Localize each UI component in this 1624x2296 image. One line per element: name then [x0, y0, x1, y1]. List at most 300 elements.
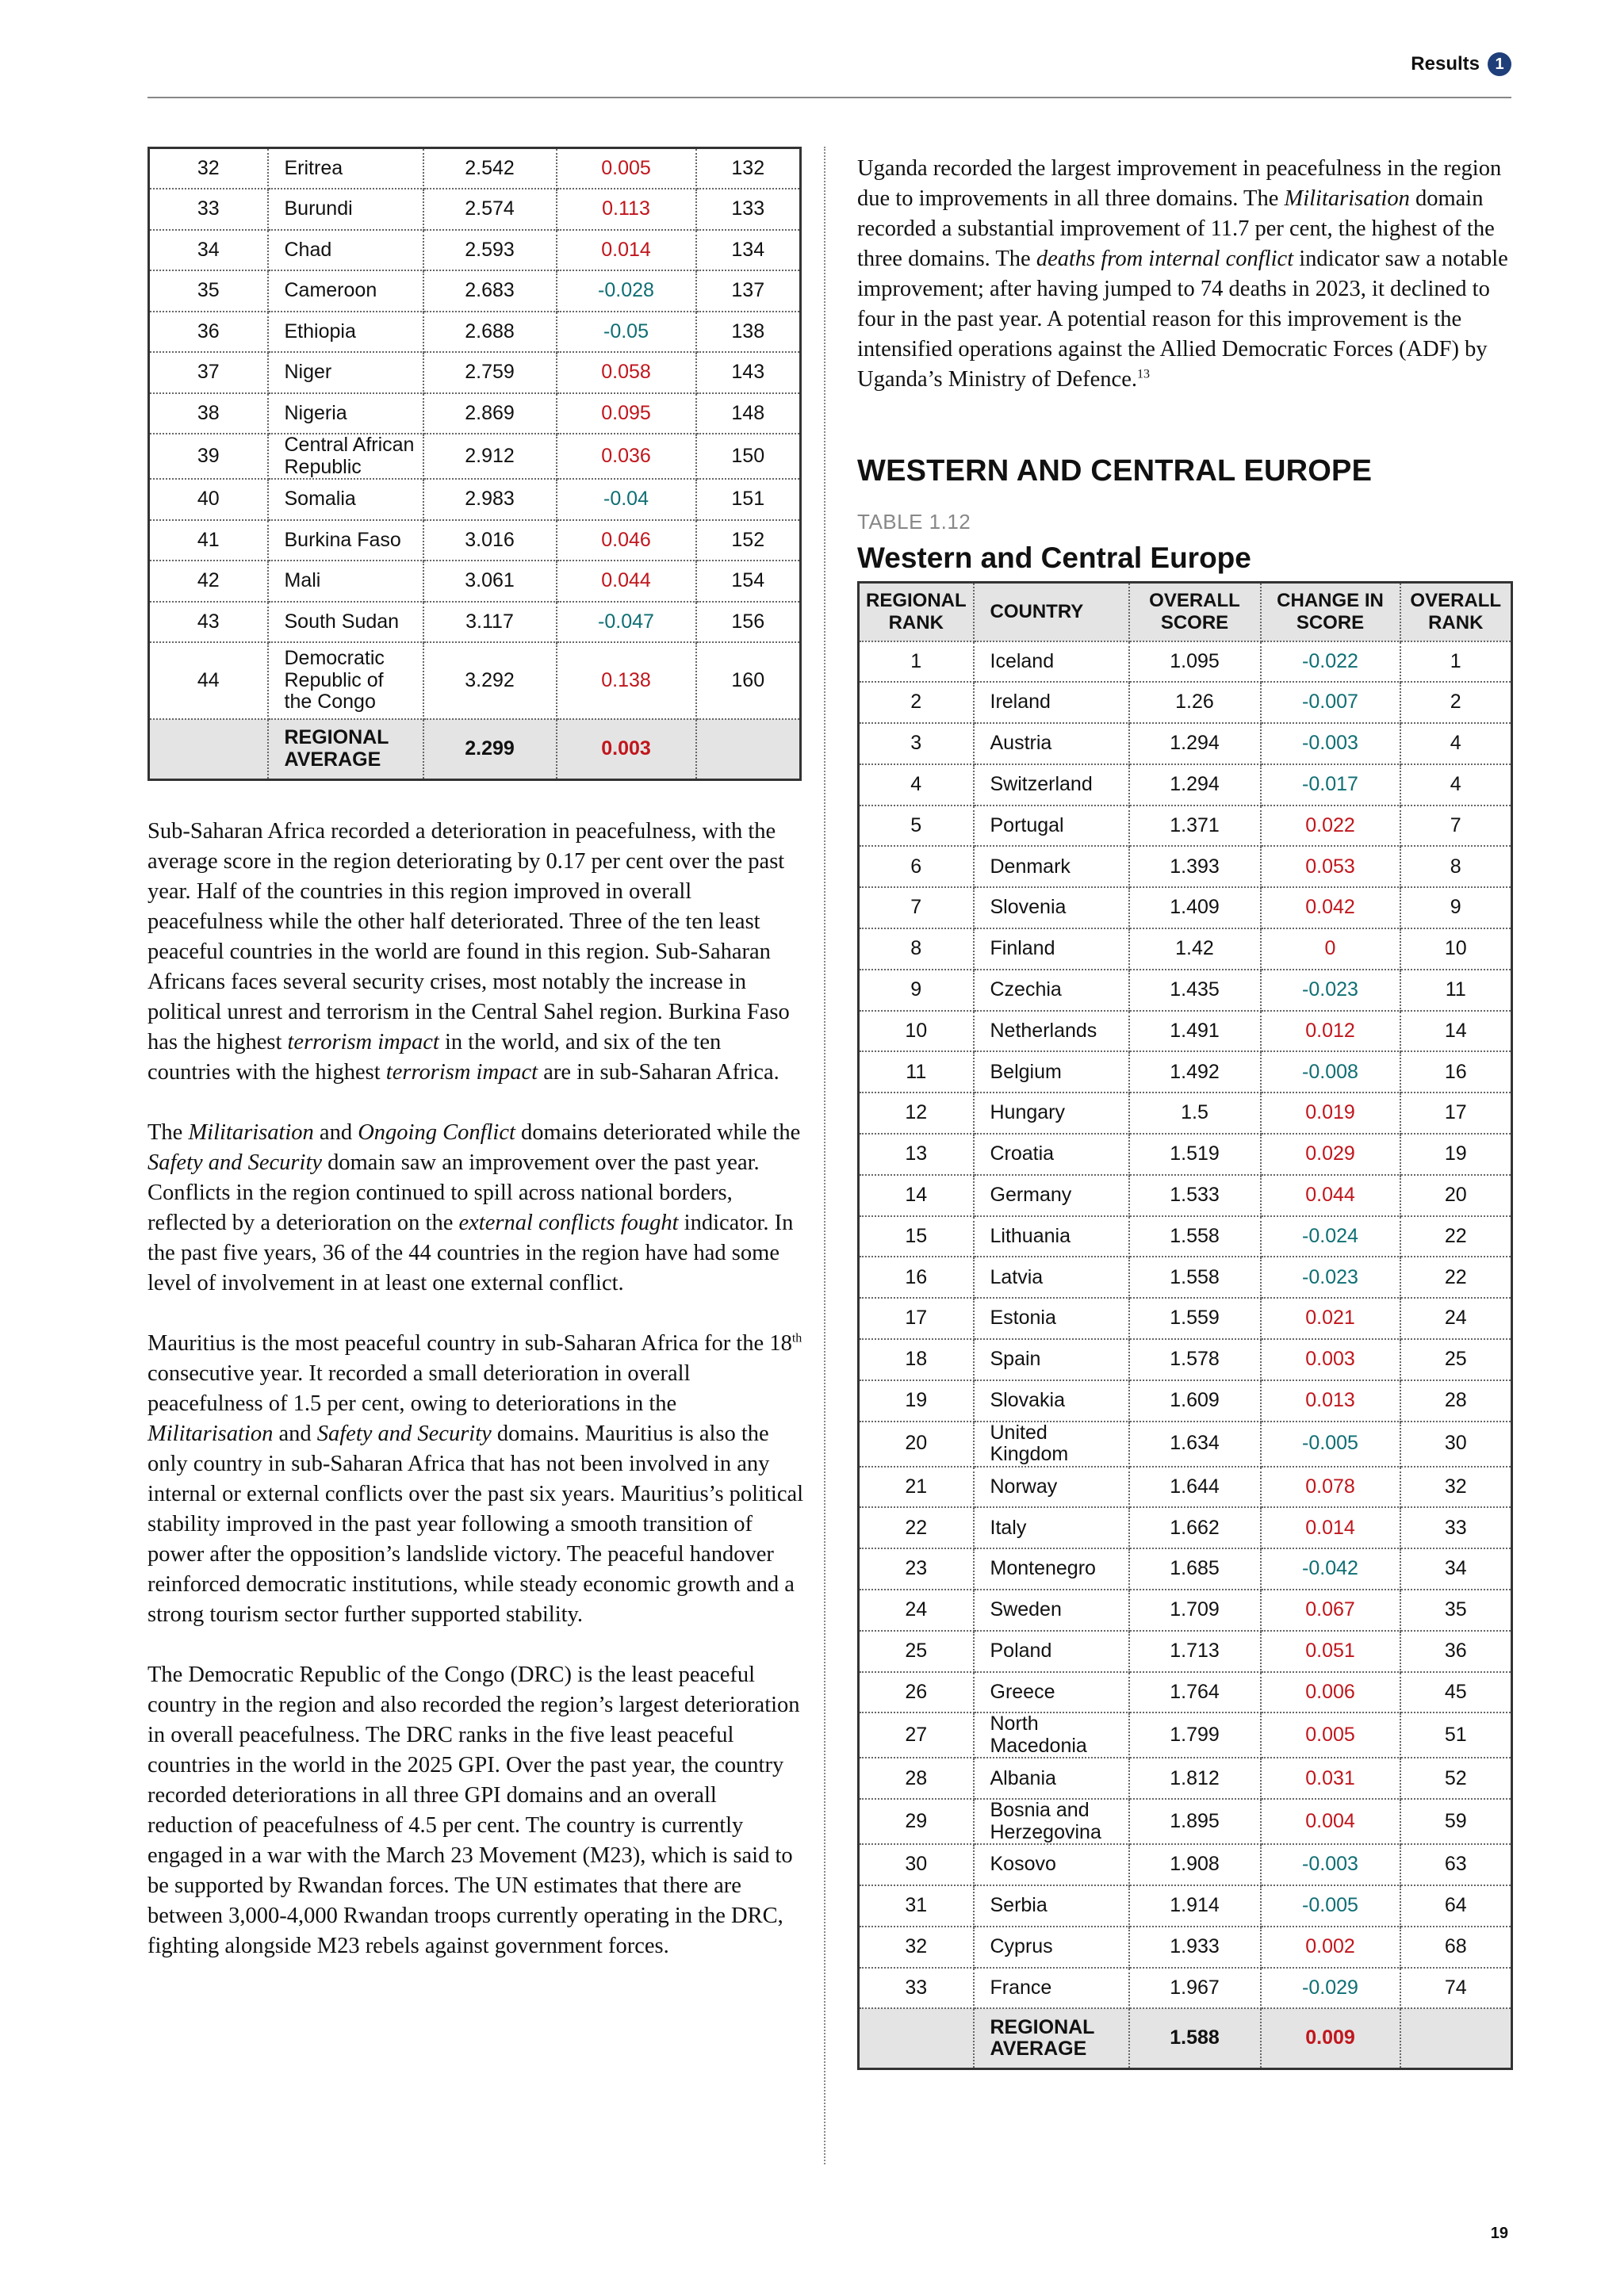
cell-overall-score: 1.609	[1129, 1380, 1261, 1422]
table-row	[859, 1339, 1512, 1380]
table-row	[149, 393, 801, 434]
header-country: COUNTRY	[974, 583, 1129, 641]
cell-country: Norway	[974, 1467, 1129, 1508]
cell-overall-rank: 143	[696, 352, 801, 393]
cell-average-change: 0.009	[1261, 2008, 1400, 2068]
cell-overall-rank: 35	[1400, 1590, 1512, 1631]
cell-overall-score: 1.409	[1129, 887, 1261, 928]
cell-regional-rank: 1	[859, 641, 974, 683]
cell-regional-rank: 11	[859, 1051, 974, 1093]
cell-regional-rank: 38	[149, 393, 268, 434]
cell-country: Germany	[974, 1175, 1129, 1216]
cell-country: Burundi	[268, 189, 423, 230]
cell-overall-score: 3.292	[423, 642, 557, 719]
cell-country: Slovakia	[974, 1380, 1129, 1422]
table-row	[149, 434, 801, 479]
cell-average-score: 1.588	[1129, 2008, 1261, 2068]
cell-overall-rank: 45	[1400, 1672, 1512, 1713]
cell-regional-rank: 17	[859, 1298, 974, 1339]
table-row	[859, 1927, 1512, 1968]
section-label: Results	[1411, 53, 1480, 75]
table-title: Western and Central Europe	[857, 541, 1251, 574]
cell-overall-score: 2.759	[423, 352, 557, 393]
paragraph: The Militarisation and Ongoing Conflict domains deteriorated while the Safety and Security domain saw an improvement over the past year. Conflicts in the region continued to spill across national borders, reflected by a deterioration on the external conflicts fought indicator. In the past five years, 36 of the 44 countries in the region have had some level of involvement in at least one external conflict.	[147, 1120, 801, 1295]
table-row	[859, 1422, 1512, 1467]
cell-regional-rank: 4	[859, 764, 974, 806]
cell-overall-score: 2.983	[423, 479, 557, 520]
cell-overall-score: 2.688	[423, 312, 557, 353]
cell-overall-rank: 64	[1400, 1885, 1512, 1927]
cell-change-in-score: 0.019	[1261, 1093, 1400, 1134]
section-indicator	[1411, 52, 1511, 76]
cell-overall-rank: 150	[696, 434, 801, 479]
cell-overall-score: 1.294	[1129, 764, 1261, 806]
table-row	[149, 230, 801, 271]
cell-overall-score: 1.895	[1129, 1799, 1261, 1844]
cell-change-in-score: -0.017	[1261, 764, 1400, 806]
table-row	[859, 723, 1512, 764]
cell-overall-score: 1.533	[1129, 1175, 1261, 1216]
cell-overall-score: 1.5	[1129, 1093, 1261, 1134]
cell-overall-score: 2.542	[423, 148, 557, 189]
cell-regional-rank: 33	[149, 189, 268, 230]
table-row	[149, 148, 801, 189]
table-row	[859, 1467, 1512, 1508]
cell-overall-rank: 24	[1400, 1298, 1512, 1339]
cell-overall-rank: 17	[1400, 1093, 1512, 1134]
cell-country: Austria	[974, 723, 1129, 764]
cell-regional-rank: 13	[859, 1134, 974, 1175]
cell-overall-score: 1.933	[1129, 1927, 1261, 1968]
cell-country: Netherlands	[974, 1011, 1129, 1052]
cell-change-in-score: -0.022	[1261, 641, 1400, 683]
cell-regional-rank: 2	[859, 682, 974, 723]
cell-overall-rank: 59	[1400, 1799, 1512, 1844]
cell-overall-score: 1.764	[1129, 1672, 1261, 1713]
cell-overall-score: 3.117	[423, 602, 557, 643]
cell-country: Serbia	[974, 1885, 1129, 1927]
cell-regional-rank: 18	[859, 1339, 974, 1380]
cell-change-in-score: 0.004	[1261, 1799, 1400, 1844]
cell-overall-rank: 7	[1400, 806, 1512, 847]
cell-regional-rank: 7	[859, 887, 974, 928]
cell-regional-rank: 37	[149, 352, 268, 393]
table-row	[859, 1380, 1512, 1422]
table-row	[859, 1507, 1512, 1548]
cell-country: Montenegro	[974, 1548, 1129, 1590]
cell-change-in-score: 0.014	[557, 230, 696, 271]
table-row	[149, 189, 801, 230]
cell-overall-score: 1.709	[1129, 1590, 1261, 1631]
cell-empty	[1400, 2008, 1512, 2068]
table-row	[859, 1968, 1512, 2009]
cell-overall-rank: 4	[1400, 723, 1512, 764]
table-row	[149, 561, 801, 602]
cell-change-in-score: -0.023	[1261, 970, 1400, 1011]
header-change-in-score: CHANGE IN SCORE	[1261, 583, 1400, 641]
cell-change-in-score: 0.005	[1261, 1712, 1400, 1758]
table-row	[859, 1844, 1512, 1885]
cell-average-label: REGIONAL AVERAGE	[268, 719, 423, 779]
table-row	[149, 479, 801, 520]
table-label: TABLE 1.12	[857, 510, 971, 534]
cell-overall-rank: 25	[1400, 1339, 1512, 1380]
cell-country: Burkina Faso	[268, 520, 423, 561]
header-overall-rank: OVERALL RANK	[1400, 583, 1512, 641]
western-central-europe-table	[857, 581, 1513, 2070]
table-row	[859, 1134, 1512, 1175]
cell-overall-rank: 16	[1400, 1051, 1512, 1093]
cell-change-in-score: 0.044	[557, 561, 696, 602]
cell-country: Latvia	[974, 1257, 1129, 1298]
cell-overall-score: 1.685	[1129, 1548, 1261, 1590]
cell-country: Hungary	[974, 1093, 1129, 1134]
cell-overall-rank: 10	[1400, 928, 1512, 970]
cell-country: United Kingdom	[974, 1422, 1129, 1467]
cell-overall-rank: 74	[1400, 1968, 1512, 2009]
cell-overall-rank: 22	[1400, 1257, 1512, 1298]
cell-overall-rank: 14	[1400, 1011, 1512, 1052]
cell-regional-rank: 40	[149, 479, 268, 520]
cell-overall-rank: 160	[696, 642, 801, 719]
page-number: 19	[1490, 2225, 1508, 2242]
cell-change-in-score: -0.024	[1261, 1216, 1400, 1257]
cell-change-in-score: -0.04	[557, 479, 696, 520]
cell-overall-rank: 133	[696, 189, 801, 230]
cell-change-in-score: 0.029	[1261, 1134, 1400, 1175]
cell-regional-rank: 20	[859, 1422, 974, 1467]
cell-change-in-score: 0.014	[1261, 1507, 1400, 1548]
cell-country: Niger	[268, 352, 423, 393]
cell-regional-rank: 31	[859, 1885, 974, 1927]
cell-empty	[696, 719, 801, 779]
cell-country: Slovenia	[974, 887, 1129, 928]
cell-regional-rank: 15	[859, 1216, 974, 1257]
table-row	[859, 1216, 1512, 1257]
table-row	[859, 806, 1512, 847]
table-header-row	[859, 583, 1512, 641]
cell-change-in-score: 0.031	[1261, 1758, 1400, 1799]
cell-country: Spain	[974, 1339, 1129, 1380]
cell-overall-score: 2.593	[423, 230, 557, 271]
cell-change-in-score: 0.051	[1261, 1631, 1400, 1672]
cell-regional-rank: 8	[859, 928, 974, 970]
cell-change-in-score: 0.036	[557, 434, 696, 479]
cell-regional-rank: 35	[149, 270, 268, 312]
regional-average-row	[859, 2008, 1512, 2068]
cell-country: Sweden	[974, 1590, 1129, 1631]
cell-country: Chad	[268, 230, 423, 271]
cell-regional-rank: 32	[859, 1927, 974, 1968]
cell-empty	[149, 719, 268, 779]
table-row	[859, 887, 1512, 928]
cell-overall-rank: 20	[1400, 1175, 1512, 1216]
column-divider	[824, 147, 825, 2164]
cell-change-in-score: 0.022	[1261, 806, 1400, 847]
table-row	[859, 682, 1512, 723]
cell-overall-rank: 51	[1400, 1712, 1512, 1758]
table-row	[149, 642, 801, 719]
cell-overall-score: 3.061	[423, 561, 557, 602]
cell-change-in-score: 0.042	[1261, 887, 1400, 928]
cell-change-in-score: 0.046	[557, 520, 696, 561]
cell-overall-rank: 34	[1400, 1548, 1512, 1590]
cell-regional-rank: 39	[149, 434, 268, 479]
cell-overall-rank: 8	[1400, 846, 1512, 887]
cell-overall-rank: 148	[696, 393, 801, 434]
cell-overall-rank: 22	[1400, 1216, 1512, 1257]
cell-overall-rank: 151	[696, 479, 801, 520]
cell-change-in-score: 0.003	[1261, 1339, 1400, 1380]
cell-overall-score: 1.095	[1129, 641, 1261, 683]
cell-country: France	[974, 1968, 1129, 2009]
cell-overall-score: 1.578	[1129, 1339, 1261, 1380]
cell-country: Ireland	[974, 682, 1129, 723]
cell-regional-rank: 3	[859, 723, 974, 764]
table-row	[859, 1175, 1512, 1216]
paragraph: Sub-Saharan Africa recorded a deterioration in peacefulness, with the average score in the region deteriorating by 0.17 per cent over the past year. Half of the countries in this region improved in overall peacefulness while the other half deteriorated. Three of the ten least peaceful countries in the world are found in this region. Sub-Saharan Africans faces several security crises, most notably the increase in political unrest and terrorism in the Central Sahel region. Burkina Faso has the highest terrorism impact in the world, and six of the ten countries with the highest terrorism impact are in sub-Saharan Africa.	[147, 819, 790, 1085]
cell-country: South Sudan	[268, 602, 423, 643]
table-row	[859, 1758, 1512, 1799]
cell-country: Bosnia and Herzegovina	[974, 1799, 1129, 1844]
cell-regional-rank: 10	[859, 1011, 974, 1052]
cell-change-in-score: 0.006	[1261, 1672, 1400, 1713]
section-number-badge: 1	[1488, 52, 1511, 76]
table-row	[859, 1885, 1512, 1927]
table-row	[149, 602, 801, 643]
cell-overall-score: 1.393	[1129, 846, 1261, 887]
cell-change-in-score: -0.029	[1261, 1968, 1400, 2009]
header-regional-rank: REGIONAL RANK	[859, 583, 974, 641]
cell-overall-score: 1.662	[1129, 1507, 1261, 1548]
table-row	[859, 928, 1512, 970]
cell-change-in-score: 0.138	[557, 642, 696, 719]
cell-country: Mali	[268, 561, 423, 602]
cell-change-in-score: -0.005	[1261, 1885, 1400, 1927]
cell-overall-rank: 138	[696, 312, 801, 353]
cell-overall-rank: 152	[696, 520, 801, 561]
cell-country: Cyprus	[974, 1927, 1129, 1968]
cell-regional-rank: 44	[149, 642, 268, 719]
cell-country: Italy	[974, 1507, 1129, 1548]
cell-change-in-score: -0.028	[557, 270, 696, 312]
cell-country: Central African Republic	[268, 434, 423, 479]
cell-country: Ethiopia	[268, 312, 423, 353]
cell-country: Denmark	[974, 846, 1129, 887]
cell-overall-rank: 68	[1400, 1927, 1512, 1968]
cell-regional-rank: 32	[149, 148, 268, 189]
cell-change-in-score: 0.067	[1261, 1590, 1400, 1631]
cell-regional-rank: 5	[859, 806, 974, 847]
cell-country: Estonia	[974, 1298, 1129, 1339]
sub-saharan-africa-table	[147, 147, 802, 781]
table-row	[149, 520, 801, 561]
table-row	[859, 1712, 1512, 1758]
cell-overall-score: 1.914	[1129, 1885, 1261, 1927]
cell-regional-rank: 23	[859, 1548, 974, 1590]
cell-overall-score: 1.967	[1129, 1968, 1261, 2009]
cell-overall-rank: 19	[1400, 1134, 1512, 1175]
cell-country: Somalia	[268, 479, 423, 520]
cell-overall-rank: 32	[1400, 1467, 1512, 1508]
cell-overall-score: 1.713	[1129, 1631, 1261, 1672]
cell-change-in-score: -0.008	[1261, 1051, 1400, 1093]
cell-overall-rank: 33	[1400, 1507, 1512, 1548]
cell-regional-rank: 43	[149, 602, 268, 643]
table-row	[859, 1799, 1512, 1844]
cell-overall-score: 1.519	[1129, 1134, 1261, 1175]
cell-regional-rank: 41	[149, 520, 268, 561]
cell-regional-rank: 36	[149, 312, 268, 353]
cell-country: Finland	[974, 928, 1129, 970]
cell-regional-rank: 25	[859, 1631, 974, 1672]
cell-country: Kosovo	[974, 1844, 1129, 1885]
cell-overall-score: 1.908	[1129, 1844, 1261, 1885]
cell-change-in-score: 0.058	[557, 352, 696, 393]
cell-average-label: REGIONAL AVERAGE	[974, 2008, 1129, 2068]
cell-overall-rank: 30	[1400, 1422, 1512, 1467]
table-row	[859, 1672, 1512, 1713]
cell-overall-rank: 11	[1400, 970, 1512, 1011]
table-row	[149, 352, 801, 393]
cell-overall-score: 1.26	[1129, 682, 1261, 723]
paragraph: The Democratic Republic of the Congo (DRC) is the least peaceful country in the region and also recorded the region’s largest deterioration in overall peacefulness. The DRC ranks in the five least peaceful countries in the world in the 2025 GPI. Over the past year, the country recorded deteriorations in all three GPI domains and an overall reduction of peacefulness of 4.5 per cent. The country is currently engaged in a war with the March 23 Movement (M23), which is said to be supported by Rwandan forces. The UN estimates that there are between 3,000-4,000 Rwandan troops currently operating in the DRC, fighting alongside M23 rebels against government forces.	[147, 1663, 800, 1958]
cell-overall-score: 2.683	[423, 270, 557, 312]
cell-regional-rank: 24	[859, 1590, 974, 1631]
cell-overall-score: 2.574	[423, 189, 557, 230]
cell-overall-score: 1.559	[1129, 1298, 1261, 1339]
cell-change-in-score: -0.05	[557, 312, 696, 353]
cell-overall-rank: 63	[1400, 1844, 1512, 1885]
cell-regional-rank: 9	[859, 970, 974, 1011]
cell-overall-score: 2.869	[423, 393, 557, 434]
cell-country: North Macedonia	[974, 1712, 1129, 1758]
table-row	[859, 1548, 1512, 1590]
cell-change-in-score: 0.095	[557, 393, 696, 434]
cell-overall-rank: 134	[696, 230, 801, 271]
section-heading: WESTERN AND CENTRAL EUROPE	[857, 454, 1373, 488]
table-row	[859, 1631, 1512, 1672]
cell-country: Belgium	[974, 1051, 1129, 1093]
cell-overall-score: 1.558	[1129, 1216, 1261, 1257]
cell-overall-rank: 156	[696, 602, 801, 643]
table-body	[149, 148, 801, 780]
table-row	[859, 1011, 1512, 1052]
cell-change-in-score: -0.023	[1261, 1257, 1400, 1298]
table-row	[859, 1257, 1512, 1298]
cell-regional-rank: 21	[859, 1467, 974, 1508]
cell-overall-score: 1.634	[1129, 1422, 1261, 1467]
cell-change-in-score: 0.044	[1261, 1175, 1400, 1216]
cell-regional-rank: 42	[149, 561, 268, 602]
header-overall-score: OVERALL SCORE	[1129, 583, 1261, 641]
cell-overall-score: 1.371	[1129, 806, 1261, 847]
cell-regional-rank: 33	[859, 1968, 974, 2009]
cell-change-in-score: 0.078	[1261, 1467, 1400, 1508]
page-header	[147, 52, 1511, 98]
table-row	[859, 1093, 1512, 1134]
cell-overall-score: 1.558	[1129, 1257, 1261, 1298]
cell-overall-score: 1.644	[1129, 1467, 1261, 1508]
table-row	[859, 1051, 1512, 1093]
cell-overall-score: 1.799	[1129, 1712, 1261, 1758]
table-row	[859, 641, 1512, 683]
cell-country: Albania	[974, 1758, 1129, 1799]
cell-overall-score: 1.42	[1129, 928, 1261, 970]
cell-regional-rank: 34	[149, 230, 268, 271]
cell-change-in-score: 0.005	[557, 148, 696, 189]
cell-regional-rank: 22	[859, 1507, 974, 1548]
cell-change-in-score: 0.053	[1261, 846, 1400, 887]
cell-change-in-score: 0.021	[1261, 1298, 1400, 1339]
cell-regional-rank: 12	[859, 1093, 974, 1134]
cell-change-in-score: -0.047	[557, 602, 696, 643]
cell-regional-rank: 28	[859, 1758, 974, 1799]
cell-overall-score: 2.912	[423, 434, 557, 479]
cell-country: Nigeria	[268, 393, 423, 434]
cell-overall-score: 1.492	[1129, 1051, 1261, 1093]
cell-change-in-score: -0.042	[1261, 1548, 1400, 1590]
cell-country: Czechia	[974, 970, 1129, 1011]
table-row	[859, 970, 1512, 1011]
cell-overall-rank: 36	[1400, 1631, 1512, 1672]
cell-change-in-score: -0.003	[1261, 1844, 1400, 1885]
cell-overall-rank: 52	[1400, 1758, 1512, 1799]
cell-change-in-score: 0	[1261, 928, 1400, 970]
cell-country: Lithuania	[974, 1216, 1129, 1257]
cell-regional-rank: 16	[859, 1257, 974, 1298]
cell-regional-rank: 14	[859, 1175, 974, 1216]
cell-country: Greece	[974, 1672, 1129, 1713]
cell-change-in-score: 0.113	[557, 189, 696, 230]
cell-overall-rank: 2	[1400, 682, 1512, 723]
cell-regional-rank: 29	[859, 1799, 974, 1844]
cell-country: Iceland	[974, 641, 1129, 683]
cell-change-in-score: -0.007	[1261, 682, 1400, 723]
cell-country: Portugal	[974, 806, 1129, 847]
cell-overall-rank: 132	[696, 148, 801, 189]
cell-regional-rank: 30	[859, 1844, 974, 1885]
cell-overall-score: 1.294	[1129, 723, 1261, 764]
cell-country: Croatia	[974, 1134, 1129, 1175]
cell-change-in-score: 0.013	[1261, 1380, 1400, 1422]
cell-overall-rank: 28	[1400, 1380, 1512, 1422]
cell-overall-score: 1.435	[1129, 970, 1261, 1011]
table-row	[859, 764, 1512, 806]
cell-regional-rank: 19	[859, 1380, 974, 1422]
cell-country: Poland	[974, 1631, 1129, 1672]
cell-overall-rank: 154	[696, 561, 801, 602]
cell-average-change: 0.003	[557, 719, 696, 779]
cell-overall-score: 1.491	[1129, 1011, 1261, 1052]
cell-country: Eritrea	[268, 148, 423, 189]
cell-change-in-score: 0.002	[1261, 1927, 1400, 1968]
cell-change-in-score: -0.005	[1261, 1422, 1400, 1467]
right-column-text	[857, 154, 1515, 425]
table-row	[859, 1298, 1512, 1339]
cell-country: Cameroon	[268, 270, 423, 312]
table-body	[859, 641, 1512, 2069]
cell-overall-score: 1.812	[1129, 1758, 1261, 1799]
cell-overall-rank: 9	[1400, 887, 1512, 928]
cell-change-in-score: -0.003	[1261, 723, 1400, 764]
regional-average-row	[149, 719, 801, 779]
cell-regional-rank: 26	[859, 1672, 974, 1713]
cell-average-score: 2.299	[423, 719, 557, 779]
table-row	[859, 846, 1512, 887]
table-row	[859, 1590, 1512, 1631]
cell-overall-rank: 4	[1400, 764, 1512, 806]
